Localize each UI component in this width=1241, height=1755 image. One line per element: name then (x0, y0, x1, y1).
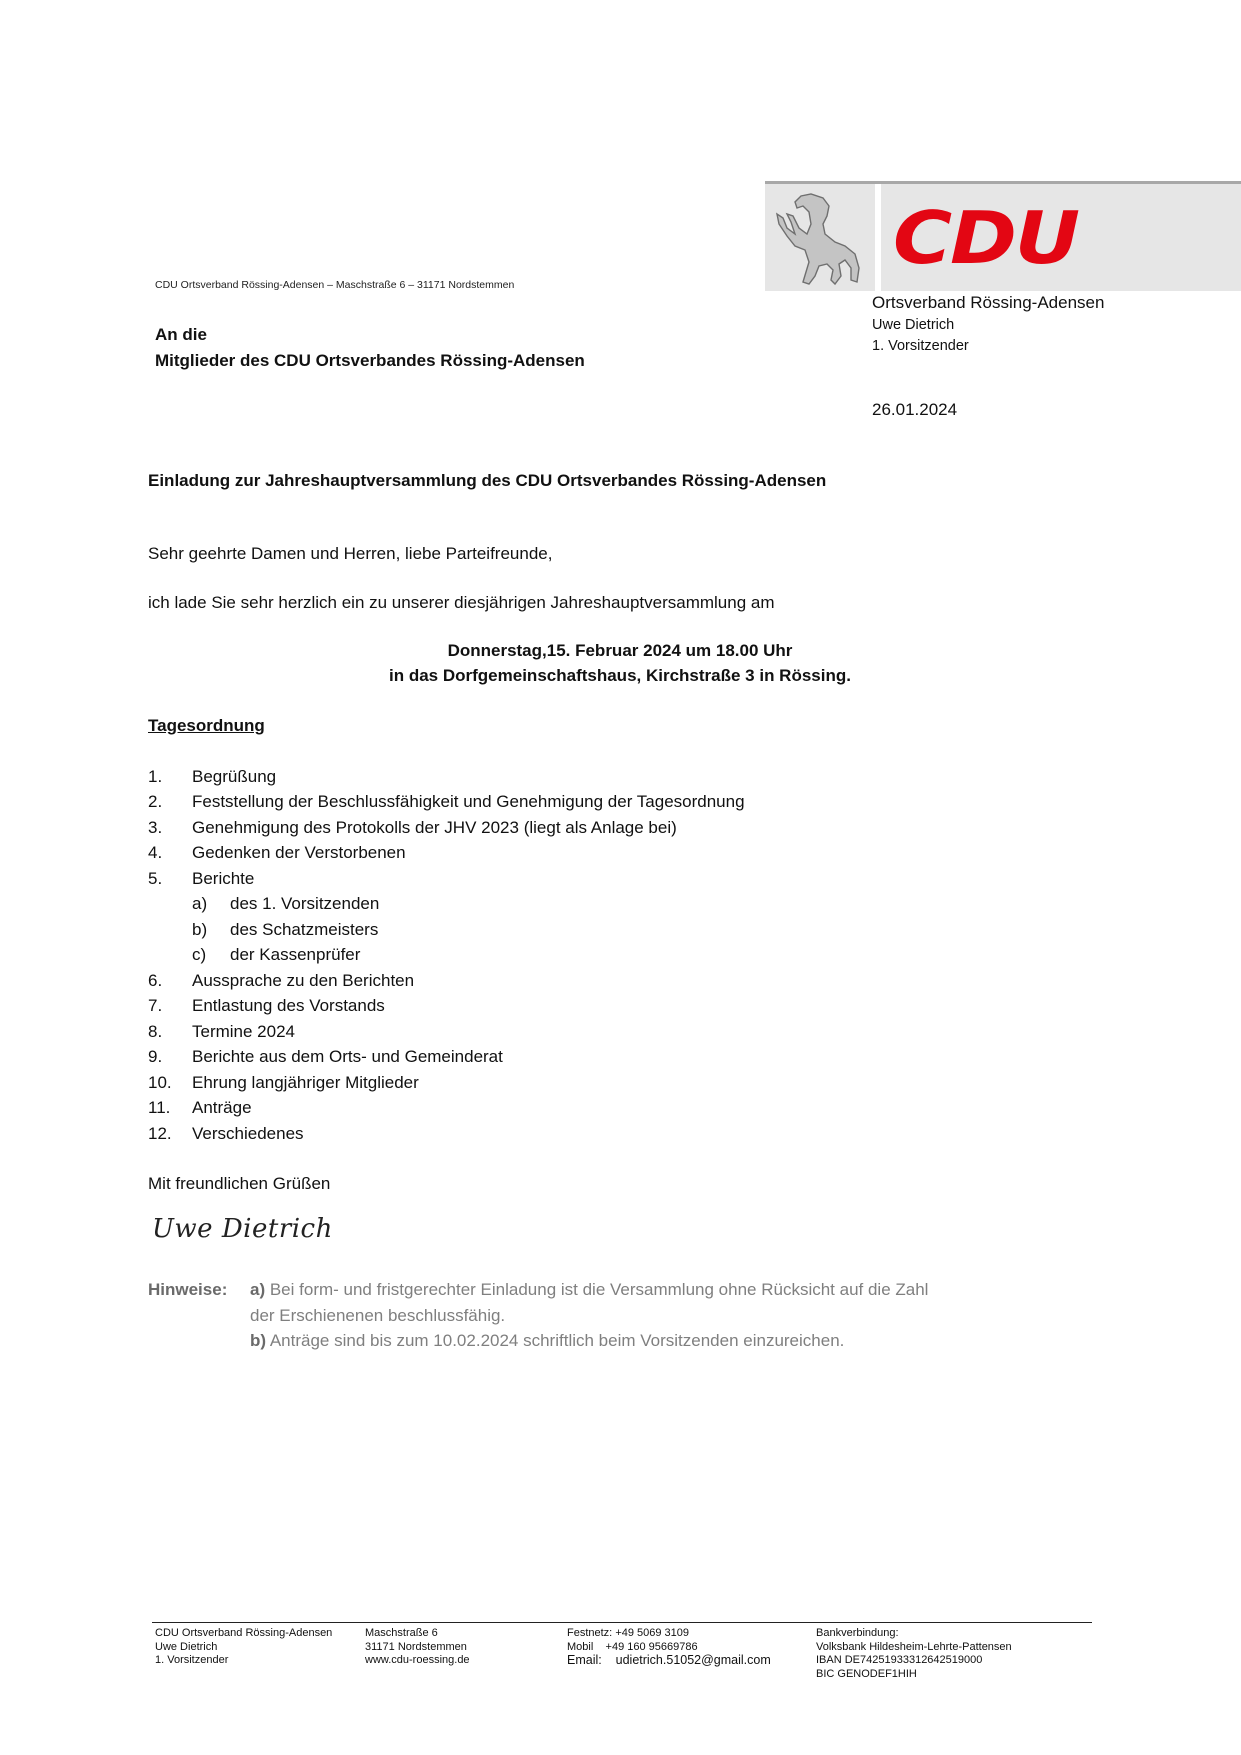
agenda-item: Gedenken der Verstorbenen (192, 843, 406, 862)
recipient-line-2: Mitglieder des CDU Ortsverbandes Rössing-Adensen (155, 351, 585, 370)
closing: Mit freundlichen Grüßen (148, 1174, 331, 1193)
event-datetime: Donnerstag,15. Februar 2024 um 18.00 Uhr (447, 641, 793, 660)
mobile: Mobil +49 160 95669786 (567, 1640, 698, 1653)
agenda-heading: Tagesordnung (148, 716, 265, 735)
salutation: Sehr geehrte Damen und Herren, liebe Parteifreunde, (148, 544, 553, 563)
agenda-item-number: 3. (148, 818, 163, 837)
agenda-item-number: 5. (148, 869, 163, 888)
agenda-item-number: 9. (148, 1047, 163, 1066)
cdu-logo (765, 181, 1241, 291)
agenda-item-number: 4. (148, 843, 163, 862)
footer-contact-column (567, 1627, 771, 1668)
agenda-item-number: 8. (148, 1022, 163, 1041)
agenda-item: Verschiedenes (192, 1124, 304, 1143)
agenda-item-number: 12. (148, 1124, 172, 1143)
signature: Uwe Dietrich (152, 1214, 333, 1244)
agenda-item: Aussprache zu den Berichten (192, 971, 415, 990)
chair-name: Uwe Dietrich (872, 317, 955, 333)
sender-address-line: CDU Ortsverband Rössing-Adensen – Maschstraße 6 – 31171 Nordstemmen (155, 279, 515, 291)
hint-b: b) Anträge sind bis zum 10.02.2024 schriftlich beim Vorsitzenden einzureichen. (250, 1331, 845, 1350)
hint-a: a) Bei form- und fristgerechter Einladung ist die Versammlung ohne Rücksicht auf die Zahl (250, 1280, 929, 1299)
horse-emblem-panel (765, 184, 875, 291)
hint-a-continued: der Erschienenen beschlussfähig. (250, 1306, 506, 1325)
website-link[interactable]: www.cdu-roessing.de (365, 1654, 470, 1666)
phone: Festnetz: +49 5069 3109 (567, 1627, 690, 1639)
footer-divider (152, 1622, 1092, 1623)
cdu-wordmark-panel (881, 184, 1241, 291)
agenda-item-number: 7. (148, 996, 163, 1015)
agenda-item: Genehmigung des Protokolls der JHV 2023 (liegt als Anlage bei) (192, 818, 677, 837)
agenda-item: Entlastung des Vorstands (192, 996, 385, 1015)
agenda-item: Feststellung der Beschlussfähigkeit und Genehmigung der Tagesordnung (192, 792, 745, 811)
letter-date: 26.01.2024 (872, 400, 958, 419)
footer-address-column: Maschstraße 6 31171 Nordstemmen www.cdu-roessing.de (365, 1627, 470, 1666)
agenda-subitem: der Kassenprüfer (230, 945, 361, 964)
footer-bank-column: Bankverbindung: Volksbank Hildesheim-Lehrte-Pattensen IBAN DE74251933312642519000 BIC GENODEF1HIH (816, 1627, 1012, 1680)
recipient-line-1: An die (155, 325, 207, 344)
footer-org-column: CDU Ortsverband Rössing-Adensen Uwe Dietrich 1. Vorsitzender (155, 1627, 333, 1666)
invitation-text: ich lade Sie sehr herzlich ein zu unserer diesjährigen Jahreshauptversammlung am (148, 593, 775, 612)
agenda-subitem-letter: a) (192, 894, 208, 913)
horse-emblem-icon (765, 184, 875, 291)
letter-subject: Einladung zur Jahreshauptversammlung des CDU Ortsverbandes Rössing-Adensen (148, 471, 827, 490)
agenda-subitem-letter: c) (192, 945, 207, 964)
agenda-item: Anträge (192, 1098, 252, 1117)
agenda-item-number: 10. (148, 1073, 172, 1092)
agenda-item-number: 2. (148, 792, 163, 811)
email: Email: udietrich.51052@gmail.com (567, 1653, 771, 1667)
agenda-item-number: 11. (148, 1098, 171, 1117)
agenda-item: Begrüßung (192, 767, 277, 786)
agenda-subitem: des 1. Vorsitzenden (230, 894, 380, 913)
org-name: Ortsverband Rössing-Adensen (872, 293, 1105, 312)
agenda-item: Berichte (192, 869, 255, 888)
event-location: in das Dorfgemeinschaftshaus, Kirchstraße 3 in Rössing. (389, 666, 851, 685)
chair-role: 1. Vorsitzender (872, 338, 969, 354)
cdu-wordmark: CDU (893, 196, 1078, 280)
agenda-subitem-letter: b) (192, 920, 208, 939)
email-link[interactable]: udietrich.51052@gmail.com (615, 1653, 771, 1667)
agenda-item: Ehrung langjähriger Mitglieder (192, 1073, 419, 1092)
agenda-item-number: 1. (148, 767, 163, 786)
agenda-subitem: des Schatzmeisters (230, 920, 379, 939)
agenda-item: Berichte aus dem Orts- und Gemeinderat (192, 1047, 503, 1066)
agenda-item-number: 6. (148, 971, 163, 990)
hints-label: Hinweise: (148, 1280, 228, 1299)
agenda-item: Termine 2024 (192, 1022, 296, 1041)
